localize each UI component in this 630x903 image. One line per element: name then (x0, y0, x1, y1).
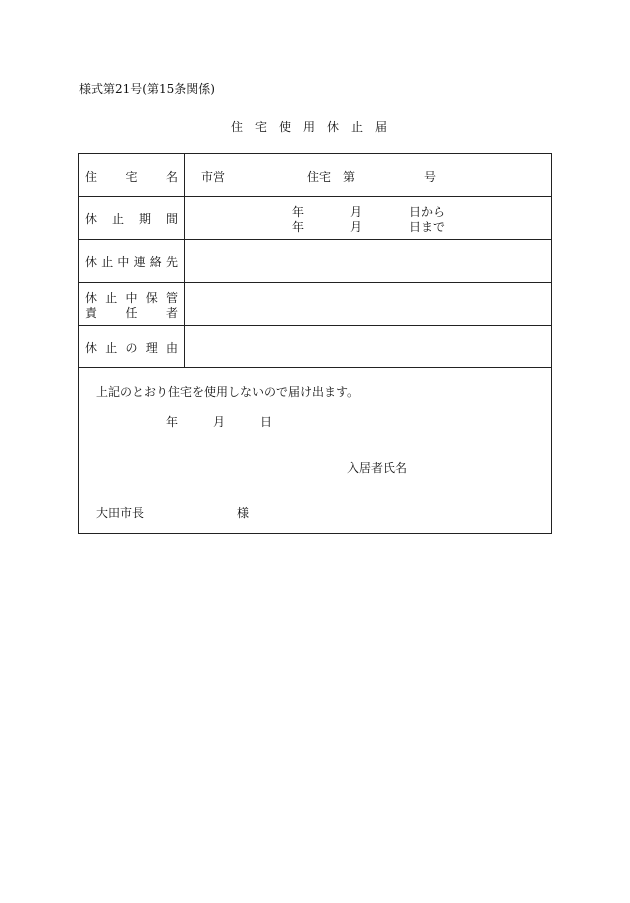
reason-row[interactable] (79, 325, 551, 368)
submission-day[interactable]: 日 (260, 415, 273, 429)
label-char: 止 (105, 341, 118, 355)
label-char: 休 (85, 255, 98, 269)
label-char: 休 (85, 341, 98, 355)
label-char: 休 (85, 291, 98, 305)
suspension-period-label (79, 196, 185, 239)
label-char: 由 (165, 341, 178, 355)
label-char: 休 (85, 212, 98, 226)
label-char: 理 (145, 341, 158, 355)
label-char: 責 (85, 306, 98, 320)
housing-number-suffix: 号 (424, 170, 437, 184)
label-char: の (125, 341, 138, 355)
addressee: 大田市長 (96, 506, 145, 520)
honorific: 様 (237, 506, 250, 520)
start-month[interactable]: 月 (350, 205, 363, 219)
label-char: 管 (165, 291, 178, 305)
label-char: 先 (165, 255, 178, 269)
label-char: 名 (165, 170, 178, 184)
label-char: 任 (125, 306, 138, 320)
label-char: 期 (138, 212, 151, 226)
label-char: 保 (145, 291, 158, 305)
start-day[interactable]: 日から (409, 205, 446, 219)
suspension-period-row (79, 196, 551, 240)
document-title: 住宅使用休止届 (230, 120, 399, 134)
application-form-table (78, 153, 552, 534)
label-char: 連 (133, 255, 146, 269)
label-char: 住 (85, 170, 98, 184)
resident-name-label[interactable]: 入居者氏名 (347, 461, 408, 475)
housing-name-row (79, 154, 551, 197)
label-char: 止 (111, 212, 124, 226)
housing-name-label (79, 154, 185, 196)
label-char: 宅 (125, 170, 138, 184)
submission-month[interactable]: 月 (213, 415, 226, 429)
reason-label (79, 325, 185, 367)
label-char: 止 (105, 291, 118, 305)
contact-label (79, 239, 185, 282)
custodian-label (79, 282, 185, 325)
municipal-text: 市営 (201, 170, 226, 184)
end-day[interactable]: 日まで (409, 220, 446, 234)
label-char: 間 (165, 212, 178, 226)
custodian-row[interactable] (79, 282, 551, 326)
label-char: 者 (165, 306, 178, 320)
contact-row[interactable] (79, 239, 551, 283)
end-month[interactable]: 月 (350, 220, 363, 234)
end-year[interactable]: 年 (292, 220, 305, 234)
start-year[interactable]: 年 (292, 205, 305, 219)
label-char: 中 (125, 291, 138, 305)
form-number: 様式第21号(第15条関係) (79, 82, 215, 96)
label-char: 止 (101, 255, 114, 269)
declaration-statement: 上記のとおり住宅を使用しないので届け出ます。 (96, 385, 360, 399)
submission-year[interactable]: 年 (166, 415, 179, 429)
label-char: 絡 (149, 255, 162, 269)
housing-number-text[interactable]: 住宅 第 (307, 170, 356, 184)
label-char: 中 (117, 255, 130, 269)
